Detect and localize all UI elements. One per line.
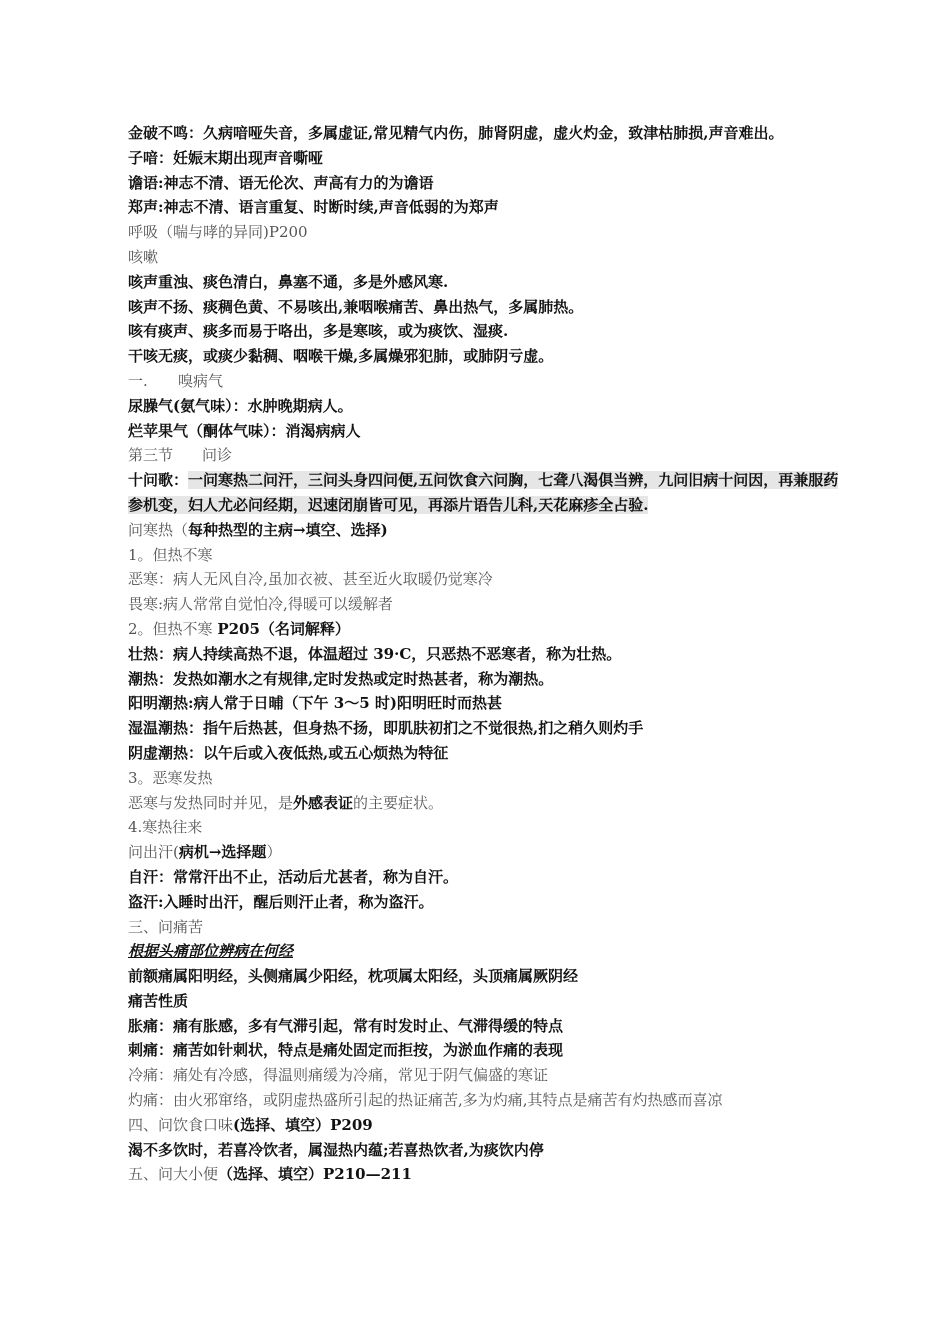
line-citong: 刺痛：痛苦如针刺状，特点是痛处固定而拒按，为淤血作痛的表现 [128, 1041, 564, 1060]
heading-wen-chuhan [128, 840, 840, 865]
line-kesou-3: 咳有痰声、痰多而易于咯出，多是寒咳，或为痰饮、湿痰. [128, 322, 509, 341]
heading-wen-daxiaobian-b: （选择、填空）P210—211 [218, 1165, 412, 1184]
subheading-3: 3。恶寒发热 [128, 768, 213, 787]
line-lengtong: 冷痛：痛处有冷感，得温则痛缓为冷痛，常见于阴气偏盛的寒证 [128, 1066, 549, 1085]
section-title: 问诊 [202, 446, 233, 465]
heading-wen-daxiaobian-a: 五、问大小便 [128, 1165, 219, 1184]
line-zhengsheng: 郑声:神志不清、语言重复、时断时续,声音低弱的为郑声 [128, 198, 499, 217]
line-kesou-1: 咳声重浊、痰色清白，鼻塞不通，多是外感风寒. [128, 272, 449, 291]
subheading-4: 4.寒热往来 [128, 818, 203, 837]
heading-huxi: 呼吸（喘与哮的异同)P200 [128, 223, 308, 242]
line-wuhan-fare [128, 791, 840, 816]
line-yangming-chaore: 阳明潮热:病人常于日晡（下午 3～5 时)阳明旺时而热甚 [128, 694, 502, 713]
line-zhanyu: 谵语:神志不清、语无伦次、声高有力的为谵语 [128, 173, 434, 192]
subheading-2-note: P205（名词解释） [217, 619, 350, 638]
heading-wen-yinshi-b: (选择、填空）P209 [233, 1115, 373, 1134]
heading-section-3 [128, 443, 840, 468]
line-weihan: 畏寒:病人常常自觉怕冷,得暖可以缓解者 [128, 595, 393, 614]
subheading-2-text: 2。但热不寒 [128, 619, 218, 638]
line-wuhan: 恶寒：病人无风自冷,虽加衣被、甚至近火取暖仍觉寒冷 [128, 570, 493, 589]
line-wuhan-fare-a: 恶寒与发热同时并见，是 [128, 793, 294, 812]
subheading-2 [128, 617, 840, 642]
line-toutong-jingluo: 前额痛属阳明经，头侧痛属少阳经，枕项属太阳经，头顶痛属厥阴经 [128, 967, 579, 986]
heading-kesou: 咳嗽 [128, 247, 159, 266]
heading-wen-tongku: 三、问痛苦 [128, 917, 204, 936]
paragraph-shiwenge [128, 468, 840, 518]
line-zhuangre: 壮热：病人持续高热不退，体温超过 39·C，只恶热不恶寒者，称为壮热。 [128, 644, 622, 663]
line-kesou-2: 咳声不扬、痰稠色黄、不易咳出,兼咽喉痛苦、鼻出热气，多属肺热。 [128, 297, 584, 316]
line-chaore: 潮热：发热如潮水之有规律,定时发热或定时热甚者，称为潮热。 [128, 669, 554, 688]
section-number: 第三节 [128, 446, 174, 465]
line-zihan: 自汗：常常汗出不止，活动后尤甚者，称为自汗。 [128, 867, 459, 886]
heading-wen-daxiaobian [128, 1162, 840, 1187]
heading-wen-hanre-note: 每种热型的主病→填空、选择) [188, 520, 388, 539]
line-zhuotong: 灼痛：由火邪窜络，或阴虚热盛所引起的热证痛苦,多为灼痛,其特点是痛苦有灼热感而喜凉 [128, 1091, 723, 1110]
heading-text: 嗅病气 [178, 371, 224, 390]
document-page [128, 121, 840, 1187]
paragraph-jinpo-buming: 金破不鸣：久病喑哑失音，多属虚证,常见精气内伤，肺肾阴虚，虚火灼金，致津枯肺损,声音难出。 [128, 124, 784, 142]
line-lanpingguoqi: 烂苹果气（酮体气味）：消渴病病人 [128, 421, 361, 440]
line-kesou-4: 干咳无痰，或痰少黏稠、咽喉干燥,多属燥邪犯肺，或肺阴亏虚。 [128, 347, 554, 366]
line-ke-buduoyin: 渴不多饮时，若喜冷饮者，属湿热内蕴;若喜热饮者,为痰饮内停 [128, 1140, 544, 1159]
heading-xiu-bingqi [128, 369, 840, 394]
heading-wen-yinshi-a: 四、问饮食口味 [128, 1115, 234, 1134]
line-yinxu-chaore: 阴虚潮热：以午后或入夜低热,或五心烦热为特征 [128, 743, 449, 762]
line-wuhan-fare-c: 的主要症状。 [353, 793, 444, 812]
shiwenge-verse: 一问寒热二问汗，三问头身四问便,五问饮食六问胸，七聋八渴俱当辨，九问旧病十问因，再兼服药参机变，妇人尤必问经期，迟速闭崩皆可见，再添片语告儿科,天花麻疹全占验. [128, 471, 839, 514]
shiwenge-label: 十问歌： [128, 471, 189, 490]
heading-wen-yinshi [128, 1113, 840, 1138]
subheading-toutong-buwei: 根据头痛部位辨病在何经 [128, 942, 294, 961]
heading-wen-hanre-text: 问寒热（ [128, 520, 189, 539]
line-daohan: 盗汗:入睡时出汗，醒后则汗止者，称为盗汗。 [128, 892, 434, 911]
subheading-tongku-xingzhi: 痛苦性质 [128, 991, 189, 1010]
line-zhangtong: 胀痛：痛有胀感，多有气滞引起，常有时发时止、气滞得缓的特点 [128, 1016, 564, 1035]
line-wuhan-fare-b: 外感表证 [293, 793, 354, 812]
heading-wen-chuhan-b: 病机→选择题 [178, 843, 267, 862]
line-shiwen-chaore: 湿温潮热：指午后热甚，但身热不扬，即肌肤初扪之不觉很热,扪之稍久则灼手 [128, 719, 644, 738]
heading-number: 一. [128, 371, 148, 390]
line-niaosaoqi: 尿臊气(氨气味）：水肿晚期病人。 [128, 396, 353, 415]
subheading-1: 1。但热不寒 [128, 545, 213, 564]
heading-wen-chuhan-a: 问出汗( [128, 843, 179, 862]
heading-wen-hanre [128, 518, 840, 543]
heading-wen-chuhan-c: ） [266, 843, 282, 862]
line-ziyin: 子喑：妊娠末期出现声音嘶哑 [128, 148, 324, 167]
